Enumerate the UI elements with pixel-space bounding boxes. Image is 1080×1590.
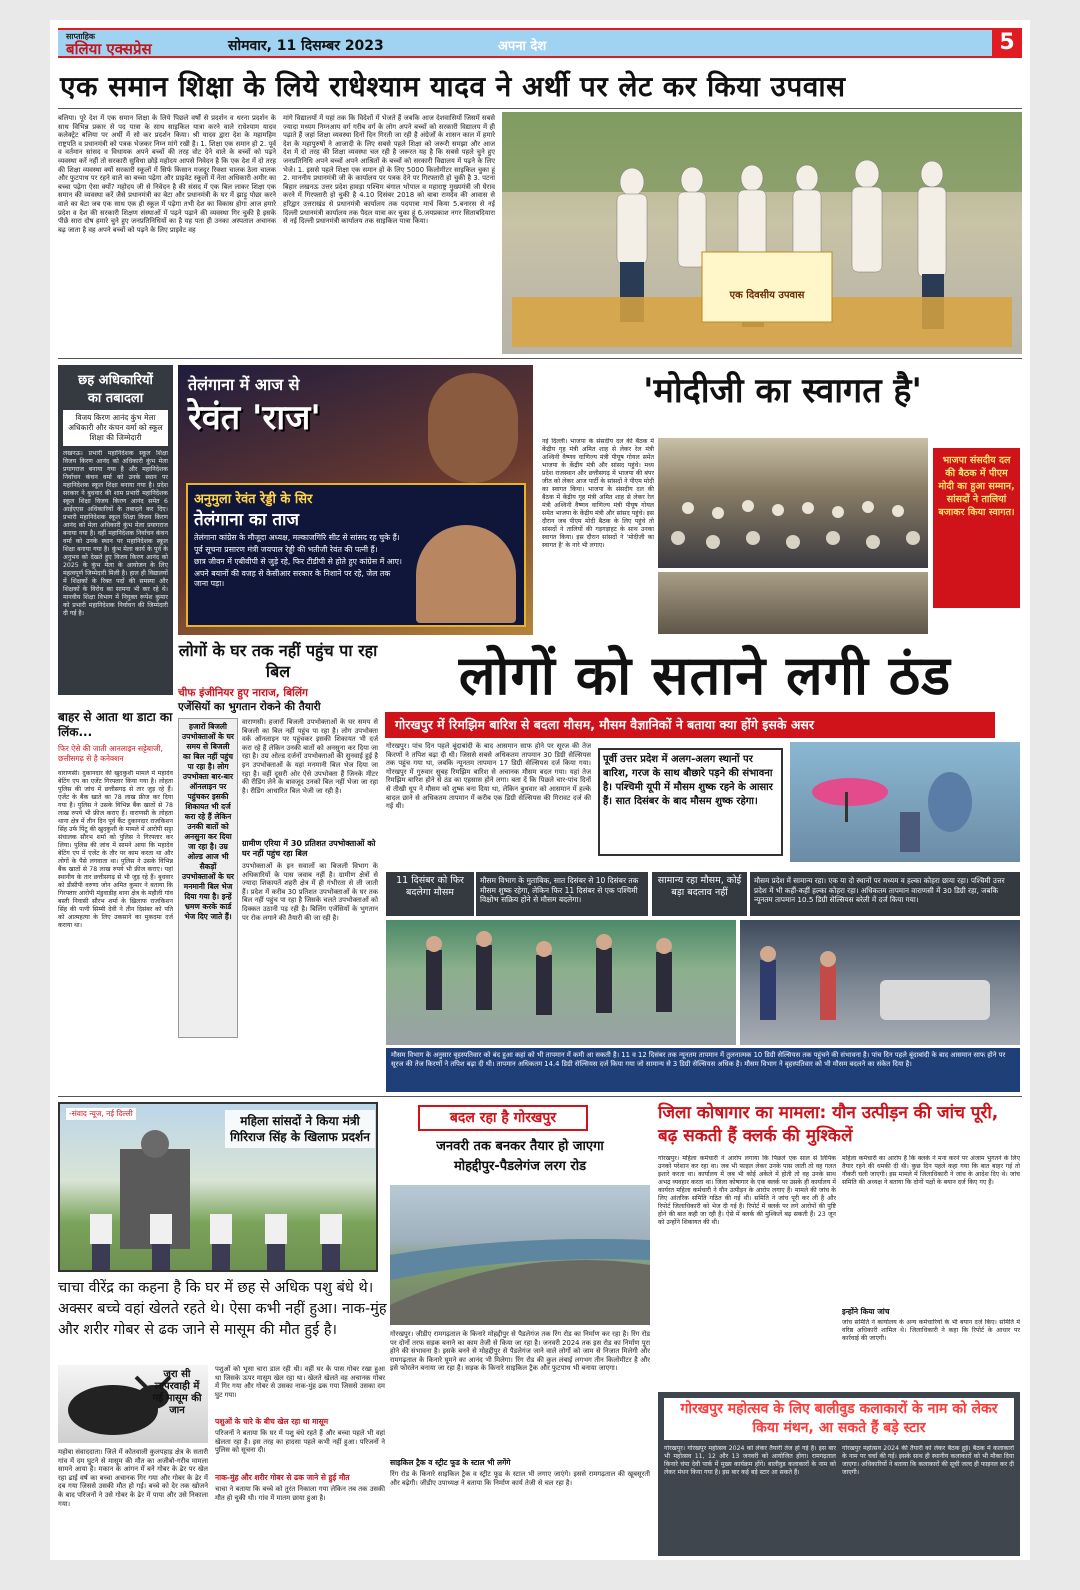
telangana-feature (178, 365, 533, 635)
protest-credit: -संवाद न्यूज, नई दिल्ली (66, 1108, 136, 1120)
child-body: महोबा संवाददाता। जिले में कोतवाली कुलपहाड़ क्षेत्र के सतारी गांव में दम घुटने से मासूम की मौत का अजीबो-गरीब मामला सामने आया है। मकान के आंगन में बने गोबर के ढेर पर खेल रहा ढाई वर्ष का बच्चा अचानक गिर गया और गोबर के ढेर में दब गया जिससे उसकी मौत हो गई। बच्चे को देर तक खोजने के बाद परिजनों ने उसे गोबर के ढेर में पाया और उसे निकाला गया। (58, 1448, 208, 1508)
transfer-subhead: विजय किरण आनंद कुंभ मेला अधिकारी और कंचन वर्मा को स्कूल शिक्षा की जिम्मेदारी (63, 410, 168, 446)
transfer-body: लखनऊ। प्रभारी महानिदेशक स्कूल शिक्षा विजय किरण आनंद को अधिकारी कुंभ मेला प्रयागराज बनाया गया है और महानिदेशक निर्वाचन कंचन वर्मा को उनके स्थान पर महानिदेशक स्कूल शिक्षा बनाया गया है। प्रदेश सरकार ने बुधवार की शाम प्रभारी महानिदेशक स्कूल शिक्षा विजय किरण आनंद समेत 6 आईएएस अधिकारियों के तबादले कर दिए। प्रभारी महानिदेशक स्कूल शिक्षा विजय किरण आनंद को मेला अधिकारी कुंभ मेला प्रयागराज बनाया गया है। वहीं महानिदेशक निर्वाचन कंचन वर्मा को उनके स्थान पर महानिदेशक स्कूल शिक्षा बनाया गया है। कुंभ मेला कार्य के पूर्व के अनुभव को देखते हुए विजय किरण आनंद को 2025 के कुंभ मेला के आयोजन के लिए महत्वपूर्ण जिम्मेदारी मिली है। हाल ही विद्यालयों में शिक्षकों के रिक्त पदों की समस्या और शिक्षकों के विरोध का सामना भी कर रहे थे। मानवीय शिक्षा विभाग में नियुक्त रूपेश कुमार को प्रभारी महानिदेशक निर्वाचन की जिम्मेदारी दी गई है। (63, 450, 168, 617)
telangana-band-1: अनुमुला रेवंत रेड्डी के सिर (194, 492, 313, 507)
cold-info-1: मौसम विभाग के मुताबिक, सात दिसंबर से 10 दिसंबर तक मौसम शुष्क रहेगा, लेकिन फिर 11 दिसंबर से एक पश्चिमी विक्षोभ सक्रिय होने से मौसम बदलेगा। (476, 872, 648, 916)
treasury-body-3: जांच समिति ने कार्यालय के अन्य कर्मचारियों के भी बयान दर्ज किए। समिति में वरिष्ठ अधिकारी शामिल थे। जिलाधिकारी ने कहा कि रिपोर्ट के आधार पर कार्रवाई की जाएगी। (842, 1319, 1020, 1342)
child-body-2: पशुओं को भूसा चारा डाल रही थी। वहीं घर के पास गोबर रखा हुआ था जिसके ऊपर मासूम खेल रहा था। खेलते खेलते वह अचानक गोबर में गिर गया और गोबर से उसका नाक-मुंह ढक गया जिससे उसका दम घुट गया। (215, 1365, 385, 1399)
ringroad-title-1: जनवरी तक बनकर तैयार हो जाएगा (436, 1139, 604, 1154)
issue-date: सोमवार, 11 दिसम्बर 2023 (228, 38, 384, 54)
cold-photo-crowd (386, 920, 736, 1045)
weekly-label: साप्ताहिक (66, 32, 96, 41)
child-body-4: चाचा ने बताया कि बच्चे को तुरंत निकाला गया लेकिन तब तक उसकी मौत हो चुकी थी। गांव में मातम छाया हुआ है। (215, 1485, 385, 1502)
headline-modi: 'मोदीजी का स्वागत है' (643, 371, 922, 411)
child-title: जरा सी लापरवाही में गई मासूम की जान (152, 1369, 202, 1416)
treasury-body-2: महिला कर्मचारी का आरोप है कि क्लर्क ने मना करने पर अंजाम भुगतने के लिए तैयार रहने की धमकी दी थी। कुछ दिन पहले कहा गया कि बात बाहर गई तो नौकरी चली जाएगी। इस मामले में जिलाधिकारी ने जांच के आदेश दिए थे। जांच समिति की अध्यक्ष ने बताया कि दोनों पक्षों के बयान दर्ज किए गए हैं। (842, 1155, 1020, 1186)
upvas-body-col1: बलिया। पूरे देश में एक समान शिक्षा के लिये पिछले वर्षों से प्रदर्शन व धरना प्रदर्शन के साथ विभिन्न प्रकार से पद यात्रा के साथ साइकिल यात्रा करने वाले राधेश्याम यादव कलेक्ट्रेट बलिया पर अर्थी में सो कर प्रदर्शन किया। श्री यादव द्वारा देश के महामहिम राष्ट्रपति व प्रधानमंत्री को पत्रक भेजकर निम्न मांगे रखी है। 1. शिक्षा एक समान हो 2. पूर्व व वर्तमान सांसद व विधायक अपने बच्चों की तरह वोट देने वाले के बच्चों को पढ़ने व्यवस्था करें नहीं तो सरकारी सुविधा छोड़े महोदय आपसे निवेदन है कि एक देश में दो तरह की शिक्षा व्यवस्था क्यों सरकारी स्कूलों में सिर्फ किसान मजदूर रिक्शा चालक ठेला चालक और फुटपाथ पर रहने वाले का बच्चा पढ़ेगा और प्राइवेट स्कूलों में नेता अधिकारी अमीर का बच्चा पढ़ेगा ऐसा क्यों? महोदय जी से निवेदन है की संसद में एक बिल लाकर शिक्षा एक समान की व्यवस्था करें जैसे प्रधानमंत्री का बेटा और प्रधानमंत्री के घर में झाड़ू पोछा करने वाले का बेटा जब एक साथ एक ही स्कूल में पढ़ेगा तभी देश का विकास होगा आज हमारे प्रदेश व देश की सरकारी शिक्षण संस्थाओं में पढ़ने पढ़ाने की व्यवस्था गिर चुकी है इसके पीछे सारा दोष हमारे चुने हुए जनप्रतिनिधियों का है यह पता ही उनका अस्पताल अचानक बढ़ जाता है वह अपने बच्चों को पढ़ने के लिए प्राइवेट वह (58, 114, 276, 234)
bill-body: वाराणसी। हजारों बिजली उपभोक्ताओं के घर समय से बिजली का बिल नहीं पहुंच पा रहा है। लोग उपभोक्ता वर्क ऑनलाइन पर पहुंचकर इसकी शिकायत भी दर्ज करा रहे हैं लेकिन उनकी बातों को अनसुना कर दिया जा रहा है। उम्र ओल्ड दर्जनों उपभोक्ताओं की सुनवाई हुई है इन उपभोक्ताओं के यहां मनमानी बिल भेज दिया जा रहा है। वहीं दूसरी ओर ऐसे उपभोक्ता हैं जिनके मीटर की रीडिंग लेने के बावजूद उनको बिल नहीं भेजा जा रहा है। रीडिंग आधारित बिल भेजी जा रही है। (242, 718, 378, 795)
telangana-bullet: छात्र जीवन में एबीवीपी से जुड़े रहे, फिर टीडीपी से होते हुए कांग्रेस में आए। (194, 557, 402, 566)
transfer-box (58, 365, 173, 695)
modi-body: नई दिल्ली। भाजपा के संसदीय दल की बैठक में केंद्रीय गृह मंत्री अमित शाह से लेकर रेल मंत्री अश्विनी वैष्णव वाणिज्य मंत्री पीयूष गोयल समेत भाजपा के केंद्रीय मंत्री और सांसद पहुंचे। मध्य प्रदेश राजस्थान और छत्तीसगढ़ में भाजपा की बंपर जीत को लेकर आज पार्टी के सांसदों ने पीएम मोदी का स्वागत किया। भाजपा के संसदीय दल की बैठक में केंद्रीय गृह मंत्री अमित शाह से लेकर रेल मंत्री अश्विनी वैष्णव वाणिज्य मंत्री पीयूष गोयल समेत भाजपा के केंद्रीय मंत्री और सांसद पहुंचे। इस दौरान जब पीएम मोदी बैठक के लिए पहुंचे तो सांसदों ने तालियों की गड़गड़ाहट के साथ उनका स्वागत किया। इस दौरान सांसदों ने 'मोदीजी का स्वागत है' के नारे भी लगाए। (542, 438, 654, 549)
divider (58, 1096, 1022, 1097)
bill-subhead-2: एजेंसियों का भुगतान रोकने की तैयारी (178, 701, 321, 713)
telangana-bullet: अपने बयानों की वजह से केसीआर सरकार के निशाने पर रहे, जेल तक जाना पड़ा। (194, 569, 391, 588)
telangana-band-2: तेलंगाना का ताज (194, 510, 300, 530)
publication-name (66, 31, 152, 57)
mahotsav-body: गोरखपुर। गोरखपुर महोत्सव 2024 को लेकर तैयारी तेज हो गई है। इस बार भी महोत्सव 11, 12 और 13 जनवरी को आयोजित होगा। रामगढ़ताल किनारे चंपा देवी पार्क में मुख्य कार्यक्रम होंगे। बालीवुड कलाकारों के नाम को लेकर मंथन किया गया है। इस बार कई बड़े स्टार आ सकते हैं। (664, 1445, 836, 1476)
section-name: अपना देश (498, 39, 547, 54)
revanth-portrait (428, 373, 518, 483)
treasury-body: गोरखपुर। महिला कर्मचारी ने आरोप लगाया कि पिछले एक साल से लिपिक उनको परेशान कर रहा था। जब भी फाइल लेकर उनके पास जाती तो वह गलत इशारे करता था। कार्यालय में जब भी कोई अकेले में होती तो वह उनके साथ अभद्र व्यवहार करता था। जिला कोषागार के एक क्लर्क पर उसके ही कार्यालय में कार्यरत महिला कर्मचारी ने यौन उत्पीड़न के आरोप लगाए हैं। मामले की जांच के लिए आंतरिक समिति गठित की गई थी। समिति ने जांच पूरी कर ली है और रिपोर्ट जिलाधिकारी को भेज दी गई है। रिपोर्ट में क्लर्क पर लगे आरोपों की पुष्टि होने की बात कही जा रही है। ऐसे में क्लर्क की मुश्किलें बढ़ सकती हैं। 23 जून को उन्होंने शिकायत की थी। (658, 1155, 836, 1226)
divider (58, 358, 1022, 359)
child-subhead-2: नाक-मुंह और शरीर गोबर से ढक जाने से हुई मौत (215, 1473, 350, 1482)
bill-body-2: उपभोक्ताओं के इन सवालों का बिजली विभाग के अधिकारियों के पास जवाब नहीं है। ग्रामीण क्षेत्रों से ज्यादा शिकायतें शहरी क्षेत्र में ही गंभीरता से ली जाती हैं। प्रदेश में करीब 30 प्रतिशत उपभोक्ताओं के घर तक बिल नहीं पहुंच पा रहा है जिसके चलते उपभोक्ताओं को दिक्कत उठानी पड़ रही है। बिलिंग एजेंसियों के भुगतान पर रोक लगाने की तैयारी की जा रही है। (242, 862, 378, 922)
headline-betting: बाहर से आता था डाटा का लिंक... (58, 710, 173, 739)
telangana-bullet: पूर्व सूचना प्रसारण मंत्री जयपाल रेड्डी की भतीजी रेवंत की पत्नी हैं। (194, 545, 378, 554)
buffalo-photo (58, 1365, 208, 1443)
cold-redbar: गोरखपुर में रिमझिम बारिश से बदला मौसम, मौसम वैज्ञानिकों ने बताया क्या होंगे इसके असर (385, 712, 995, 738)
headline-cold: लोगों को सताने लगी ठंड (458, 643, 952, 707)
page-number: 5 (992, 30, 1022, 56)
child-body-wrap (215, 1365, 385, 1557)
telangana-panel (186, 483, 526, 627)
ringroad-kicker: बदल रहा है गोरखपुर (418, 1105, 588, 1131)
bill-body-wrap (242, 718, 378, 1038)
modi-highlight-box: भाजपा संसदीय दल की बैठक में पीएम मोदी का हुआ सम्मान, सांसदों ने तालियां बजाकर किया स्वागत। (933, 448, 1020, 608)
headline-bill: लोगों के घर तक नहीं पहुंच पा रहा बिल (178, 641, 378, 681)
treasury-subhead: इन्होंने किया जांच (842, 1307, 890, 1316)
modi-photo-stage (658, 572, 928, 634)
transfer-title-1: छह अधिकारियों (78, 373, 153, 388)
cold-caption: मौसम विभाग के अनुसार बृहस्पतिवार को बंद हुआ कहां को भी तापमान में कमी आ सकती है। 11 व 12 दिसंबर तक न्यूनतम तापमान में तुलनात्मक 10 डिग्री सेल्सियस तक पहुंचने की संभावना है। पांच दिन पहले बूंदाबांदी के बाद आसमान साफ होने पर सूरज की तेज किरणों ने तपिश बढ़ा दी थी। तापमान अधिकतम 14.4 डिग्री सेल्सियस दर्ज किया गया जो सामान्य से 3 डिग्री सेल्सियस अधिक है। मौसम विभाग ने बृहस्पतिवार को भी मौसम बदलने का संकेत दिया है। (386, 1048, 1020, 1092)
upvas-banner-text: एक दिवसीय उपवास (729, 290, 805, 301)
betting-body: वाराणसी। दुकानदार की खुदकुशी मामले में महादेव बेटिंग एप का एजेंट गिरफ्तार किया गया है। लोहता पुलिस की जांच में छत्तीसगढ़ से तार जुड़ रहे हैं। एजेंट के बैंक खाते का 78 लाख फ्रीज कर दिया गया है। पुलिस ने उसके विभिन्न बैंक खातों से 78 लाख रुपये भी फ्रीज कराए हैं। वाराणसी के लोहता थाना क्षेत्र में तीन दिन पूर्व कैंट दुकानदार राजकिशन सिंह उर्फ पिंटू की खुदकुशी के मामले में आरोपी सट्टा संचालक सौरभ शर्मा को पुलिस ने गिरफ्तार कर लिया। पुलिस की जांच में सामने आया कि महादेव बेटिंग एप में एजेंट के तौर पर काम करता था और लोगों के पैसे लगवाता था। पुलिस ने उसके विभिन्न बैंक खातों से 78 लाख रुपये भी फ्रीज कराए। यहां स्थानीय के तार छत्तीसगढ़ से भी जुड़ रहे हैं। बुधवार को डीसीपी वरुणा जोन अमित कुमार ने बताया कि गिरफ्तार आरोपी मंडुवाडीह थाना क्षेत्र के महौली गांव बस्ती निवासी सौरभ शर्मा के खिलाफ राजकिशन सिंह की पत्नी सिम्मी देवी ने तीन दिसंबर को पति को आत्महत्या के लिए उकसाने का मुकदमा दर्ज कराया था। (58, 770, 173, 929)
cold-photo-rain (790, 742, 1020, 862)
cold-info-2: मौसम प्रदेश में सामान्य रहा। एक या दो स्थानों पर मध्यम व हल्का कोहरा छाया रहा। पश्चिमी उत्तर प्रदेश में भी कहीं-कहीं हल्का कोहरा रहा। अधिकतम तापमान वाराणसी में 30 डिग्री रहा, जबकि न्यूनतम तापमान 10.5 डिग्री सेल्सियस बरेली में दर्ज किया गया। (750, 872, 1020, 916)
telangana-kicker: तेलंगाना में आज से (188, 375, 300, 394)
mahotsav-body-2: गोरखपुर महोत्सव 2024 की तैयारी को लेकर बैठक हुई। बैठक में कलाकारों के नाम पर चर्चा की गई। इसके साथ ही स्थानीय कलाकारों को भी मौका दिया जाएगा। अधिकारियों ने बताया कि कलाकारों की सूची जल्द ही फाइनल कर दी जाएगी। (842, 1445, 1014, 1476)
cold-forecast-note: पूर्वी उत्तर प्रदेश में अलग-अलग स्थानों पर बारिश, गरज के साथ बौछारे पड़ने की संभावना है। पश्चिमी यूपी में मौसम शुष्क रहने के आसार हैं। सात दिसंबर के बाद मौसम शुष्क रहेगा। (598, 748, 783, 856)
newspaper-page (50, 20, 1030, 1560)
paper-name: बलिया एक्सप्रेस (66, 40, 152, 58)
upvas-body-col2: मांगे विद्यालयों में यहां तक कि विदेशों में भेजते हैं जबकि आज देशवासियों जिसमें सबसे ज्यादा मध्यम निम्नआय वर्ग गरीब वर्ग के लोग अपने बच्चों को सरकारी विद्यालय में ही पढ़ाते हैं जहां शिक्षा व्यवस्था दिनों दिन गिरती जा रही है अंग्रेजों के शासन काल में हमारे देश के महापुरुषों ने आजादी के लिए सबसे पहले शिक्षा को जरूरी समझा और आज देश में दो तरह की शिक्षा व्यवस्था चल रही है जरूरत यह है कि सबसे पहले चुने हुए जनप्रतिनिधि अपने बच्चों अपने आश्रितों के बच्चों को सरकारी विद्यालय में पढ़ने के लिए भेजे। 1. इससे पहले शिक्षा एक समान हो के लिए 5000 किलोमीटर साइकिल चुका हूं 2. माननीय प्रधानमंत्री जी के कार्यालय पर पत्रक देने पर गिरफ्तारी हो चुकी है 3. पटना बिहार लखनऊ उत्तर प्रदेश हावड़ा पश्चिम बंगाल भोपाल व महाराष्ट्र मुख्यमंत्री जी घेराव करने में गिरफ्तारी हो चुकी है 4.10 दिसंबर 2018 को बाबा रामदेव की आवास से हरिद्वार उत्तराखंड से प्रधानमंत्री कार्यालय तक पदयात्रा मार्च किया 5.बनारस से नई दिल्ली प्रधानमंत्री कार्यालय तक पैदल यात्रा कर चुका हूं 6.जयप्रकाश नगर सिताबदियारा से नई दिल्ली प्रधानमंत्री कार्यालय तक साइकिल यात्रा किया। (283, 114, 495, 226)
ringroad-photo (390, 1185, 650, 1325)
protest-box (58, 1102, 378, 1272)
child-quote: चाचा वीरेंद्र का कहना है कि घर में छह से अधिक पशु बंधे थे। अक्सर बच्चे वहां खेलते रहते थे। ऐसा कभी नहीं हुआ। नाक-मुंह और शरीर गोबर से ढक जाने से मासूम की मौत हुई है। (58, 1280, 387, 1338)
ringroad-body-2: रिंग रोड के किनारे साइकिल ट्रैक व स्ट्रीट फूड के स्टाल भी लगाए जाएंगे। इससे रामगढ़ताल की खूबसूरती और बढ़ेगी। जीडीए उपाध्यक्ष ने बताया कि निर्माण कार्य तेजी से चल रहा है। (390, 1470, 650, 1487)
revanth-photo (416, 525, 516, 623)
child-subhead-1: पशुओं के चारे के बीच खेल रहा था मासूम (215, 1417, 329, 1426)
headline-treasury: जिला कोषागार का मामला: यौन उत्पीड़न की जांच पूरी, बढ़ सकती हैं क्लर्क की मुश्किलें (658, 1103, 999, 1146)
telangana-bullet: तेलंगाना कांग्रेस के मौजूदा अध्यक्ष, मल्काजगिरि सीट से सांसद रह चुके हैं। (194, 533, 400, 542)
bill-pullquote: हजारों बिजली उपभोक्ताओं के घर समय से बिजली का बिल नहीं पहुंच पा रहा है। लोग उपभोक्ता बार-बार ऑनलाइन पर पहुंचकर इसकी शिकायत भी दर्ज करा रहे हैं लेकिन उनकी बातों को अनसुना कर दिया जा रहा है। उम्र ओल्ड आज भी सैकड़ों उपभोक्ताओं के घर मनमानी बिल भेज दिया गया है। इन्हें भ्रमण करके कार्ड भेज दिए जाते हैं। (178, 718, 238, 1038)
masthead (58, 28, 1022, 58)
bill-subhead-1: चीफ इंजीनियर हुए नाराज, बिलिंग (178, 687, 308, 699)
cold-label-2: सामान्य रहा मौसम, कोई बड़ा बदलाव नहीं (652, 872, 747, 916)
telangana-title: रेवंत 'राज' (188, 398, 321, 438)
cold-body: गोरखपुर। पांच दिन पहले बूंदाबांदी के बाद आसमान साफ होने पर सूरज की तेज किरणों ने तपिश बढ़ा दी थी। जिससे सबसे अधिकतम तापमान 30 डिग्री सेल्सियस तक पहुंच गया था, जबकि न्यूनतम तापमान 17 डिग्री सेल्सियस दर्ज किया गया। गोरखपुर में गुरुवार सुबह रिमझिम बारिश से अचानक मौसम बदल गया। यहां तेज रिमझिम बारिश होने से ठंड का एहसास होने लगा। बता दें कि पिछले चार-पांच दिनों से तीखी धूप ने मौसम को शुष्क बना दिया था, लेकिन बुधवार को आसमान में हल्के बादल छाने से अधिकतम तापमान में करीब एक डिग्री सेल्सियस की गिरावट दर्ज की गई थी। (386, 742, 591, 811)
mahotsav-box (658, 1392, 1020, 1556)
treasury-body-wrap (842, 1155, 1020, 1383)
ringroad-title-2: मोहद्दीपुर-पैडलेगंज लरग रोड (453, 1159, 587, 1174)
ringroad-subhead: साइकिल ट्रैक व स्ट्रीट फूड के स्टाल भी लगेंगे (390, 1458, 511, 1467)
bill-subhead-rural: ग्रामीण एरिया में 30 प्रतिशत उपभोक्ताओं को घर नहीं पहुंच रहा बिल (242, 839, 376, 858)
transfer-title-2: का तबादला (87, 391, 144, 406)
ringroad-body: गोरखपुर। जीडीए रामगढ़ताल के किनारे मोहद्दीपुर से पैडलेगंज तक रिंग रोड का निर्माण कर रहा है। रिंग रोड पर दोनों तरफ सड़क बनाने का काम तेजी से किया जा रहा है। जनवरी 2024 तक इस रोड का निर्माण पूरा होने की संभावना है। इसके बनने से मोहद्दीपुर से पैडलेगंज जाने वाले लोगों को जाम से निजात मिलेगी और रामगढ़ताल के किनारे घूमने का आनंद भी मिलेगा। रिंग रोड की कुल लंबाई लगभग तीन किलोमीटर है और इसे फोरलेन बनाया जा रहा है। सड़क के किनारे साइकिल ट्रैक और फुटपाथ भी बनाया जाएगा। (390, 1330, 650, 1373)
modi-photo-hall (658, 438, 928, 568)
headline-protest: महिला सांसदों ने किया मंत्री गिरिराज सिंह के खिलाफ प्रदर्शन (225, 1110, 375, 1148)
betting-subhead: फिर ऐसे की जाती आनलाइन सट्टेबाजी, छत्तीसगढ़ से है कनेक्शन (58, 744, 163, 763)
cold-photo-street (740, 920, 1020, 1045)
headline-upvas: एक समान शिक्षा के लिये राधेश्याम यादव ने अर्थी पर लेट कर किया उपवास (60, 70, 846, 103)
child-body-3: परिजनों ने बताया कि घर में पशु बंधे रहते हैं और बच्चा पहले भी वहां खेलता रहा है। इस तरह का हादसा पहले कभी नहीं हुआ। परिजनों ने पुलिस को सूचना दी। (215, 1429, 385, 1455)
cold-label-1: 11 दिसंबर को फिर बदलेगा मौसम (386, 872, 474, 916)
headline-mahotsav: गोरखपुर महोत्सव के लिए बालीवुड कलाकारों के नाम को लेकर किया मंथन, आ सकते हैं बड़े स्टार (664, 1398, 1014, 1440)
upvas-photo (502, 112, 1022, 354)
divider (58, 108, 1022, 109)
